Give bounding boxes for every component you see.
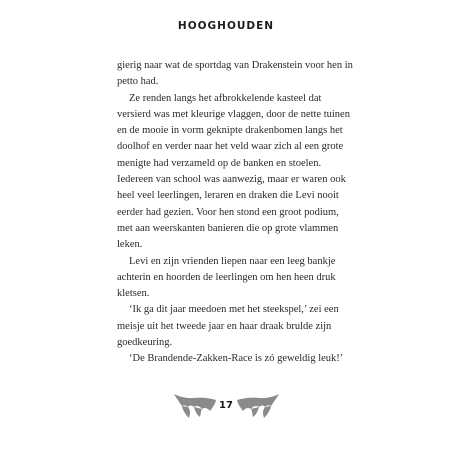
running-header: HOOGHOUDEN [177,20,275,32]
text-line: Levi en zijn vrienden liepen naar een leeg bankje [129,255,336,267]
text-line: leken. [117,239,143,251]
text-line: ‘Ik ga dit jaar meedoen met het steekspel,’ zei een [129,304,339,316]
text-line: ‘De Brandende-Zakken-Race is zó geweldig leuk!’ [129,353,344,365]
text-line: meisje uit het tweede jaar en haar draak brulde zijn [117,320,332,332]
text-line: kletsen. [117,288,150,300]
body-text [117,58,353,368]
text-line: Ze renden langs het afbrokkelende kasteel dat [129,92,322,104]
page-number: 17 [219,400,233,411]
page-footer [0,392,452,422]
text-line: versierd was met kleurige vlaggen, door de nette tuinen [117,108,350,120]
text-line: met aan weerskanten banieren die op grote vlammen [117,222,339,234]
paragraph [117,254,349,303]
text-line: achterin en hoorden de leerlingen om hen heen druk [117,271,336,283]
text-line: goedkeuring. [117,337,173,349]
paragraph [117,351,349,367]
paragraph [117,58,353,91]
paragraph [117,91,349,254]
text-line: petto had. [117,76,159,88]
text-line: Iedereen van school was aanwezig, maar er waren ook [117,174,346,186]
text-line: eerder had gezien. Voor hen stond een groot podium, [117,206,339,218]
left-bat-wing-icon [173,394,217,420]
text-line: heel veel leerlingen, leraren en draken die Levi nooit [117,190,339,202]
text-line: en de mooie in vorm geknipte drakenbomen langs het [117,125,343,137]
right-bat-wing-icon [236,394,280,420]
text-line: doolhof en verder naar het veld waar zich al een grote [117,141,344,153]
text-line: menigte had verzameld op de banken en stoelen. [117,157,322,169]
paragraph [117,302,349,351]
text-line: gierig naar wat de sportdag van Drakenstein voor hen in [117,60,353,71]
